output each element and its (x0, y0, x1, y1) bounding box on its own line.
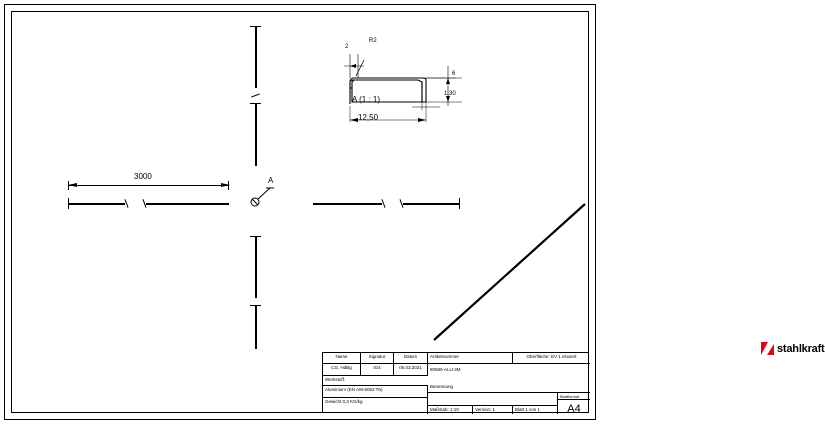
tb-value-weight: Gewicht 0,3 KG/kg (323, 398, 428, 414)
tb-header-article-number: Artikelnummer (428, 353, 513, 364)
profile-view-horizontal-left (68, 203, 125, 205)
profile-lower-mid-cap (250, 236, 261, 237)
tb-value-sheet: Blatt 1 von 1 (513, 406, 558, 414)
profile-left-end-cap (68, 198, 69, 209)
tb-value-sheet-format: A4 (567, 403, 581, 415)
profile-bottom-cap (250, 305, 261, 306)
dimension-arrows-length (66, 181, 232, 191)
tb-value-version: Version: 1 (473, 406, 513, 414)
tb-value-article-number: 80580-ALU-3M (430, 367, 461, 372)
tb-label-material: Werkstoff: (323, 376, 428, 386)
section-marker-symbol (248, 186, 288, 208)
profile-view-horizontal-right (313, 203, 382, 205)
tb-header-denomination: Benennung (428, 383, 590, 393)
profile-view-vertical-top (255, 26, 257, 88)
profile-view-vertical-bottom (255, 305, 257, 349)
tb-value-created-initials: IG4 (361, 364, 394, 376)
section-marker-label: A (268, 176, 274, 185)
detail-cross-section (330, 36, 470, 116)
profile-top-cap (250, 26, 261, 27)
detail-label-radius: R2 (369, 38, 377, 44)
isometric-profile-view (430, 200, 590, 345)
tb-value-created-by: CG, HdBg (323, 364, 361, 376)
tb-value-created-date: 05.03.2021 (394, 364, 428, 376)
tb-header-name: Name (323, 353, 361, 364)
company-logo (761, 342, 825, 355)
tb-value-material: Aluminium (EN AW-6063 T6) (323, 386, 428, 398)
tb-logo-cell (428, 393, 558, 406)
detail-label-thickness: 2 (345, 44, 349, 50)
stahlkraft-mark-icon (761, 342, 774, 355)
profile-upper-mid-cap (250, 103, 261, 104)
title-block (322, 342, 825, 415)
detail-label-width: 12,50 (358, 113, 379, 122)
detail-label-flange: 6 (452, 71, 456, 77)
tb-value-scale: Maßstab: 1:10 (428, 406, 473, 414)
profile-view-vertical-lower-mid (255, 236, 257, 298)
dimension-label-length: 3000 (134, 172, 152, 181)
tb-label-sheet-format: Blattformat (558, 393, 590, 400)
tb-header-surface: Oberfläche: EV 1 eloxiert (513, 353, 590, 364)
detail-scale-label: A (1 : 1) (352, 95, 381, 104)
profile-view-horizontal-left-cont (146, 203, 229, 205)
company-name: stahlkraft (777, 342, 825, 355)
tb-header-date: Datum (394, 353, 428, 364)
profile-view-vertical-upper-mid (255, 103, 257, 166)
tb-header-signature: Signatur (361, 353, 394, 364)
detail-label-leg: 1,30 (444, 91, 456, 97)
